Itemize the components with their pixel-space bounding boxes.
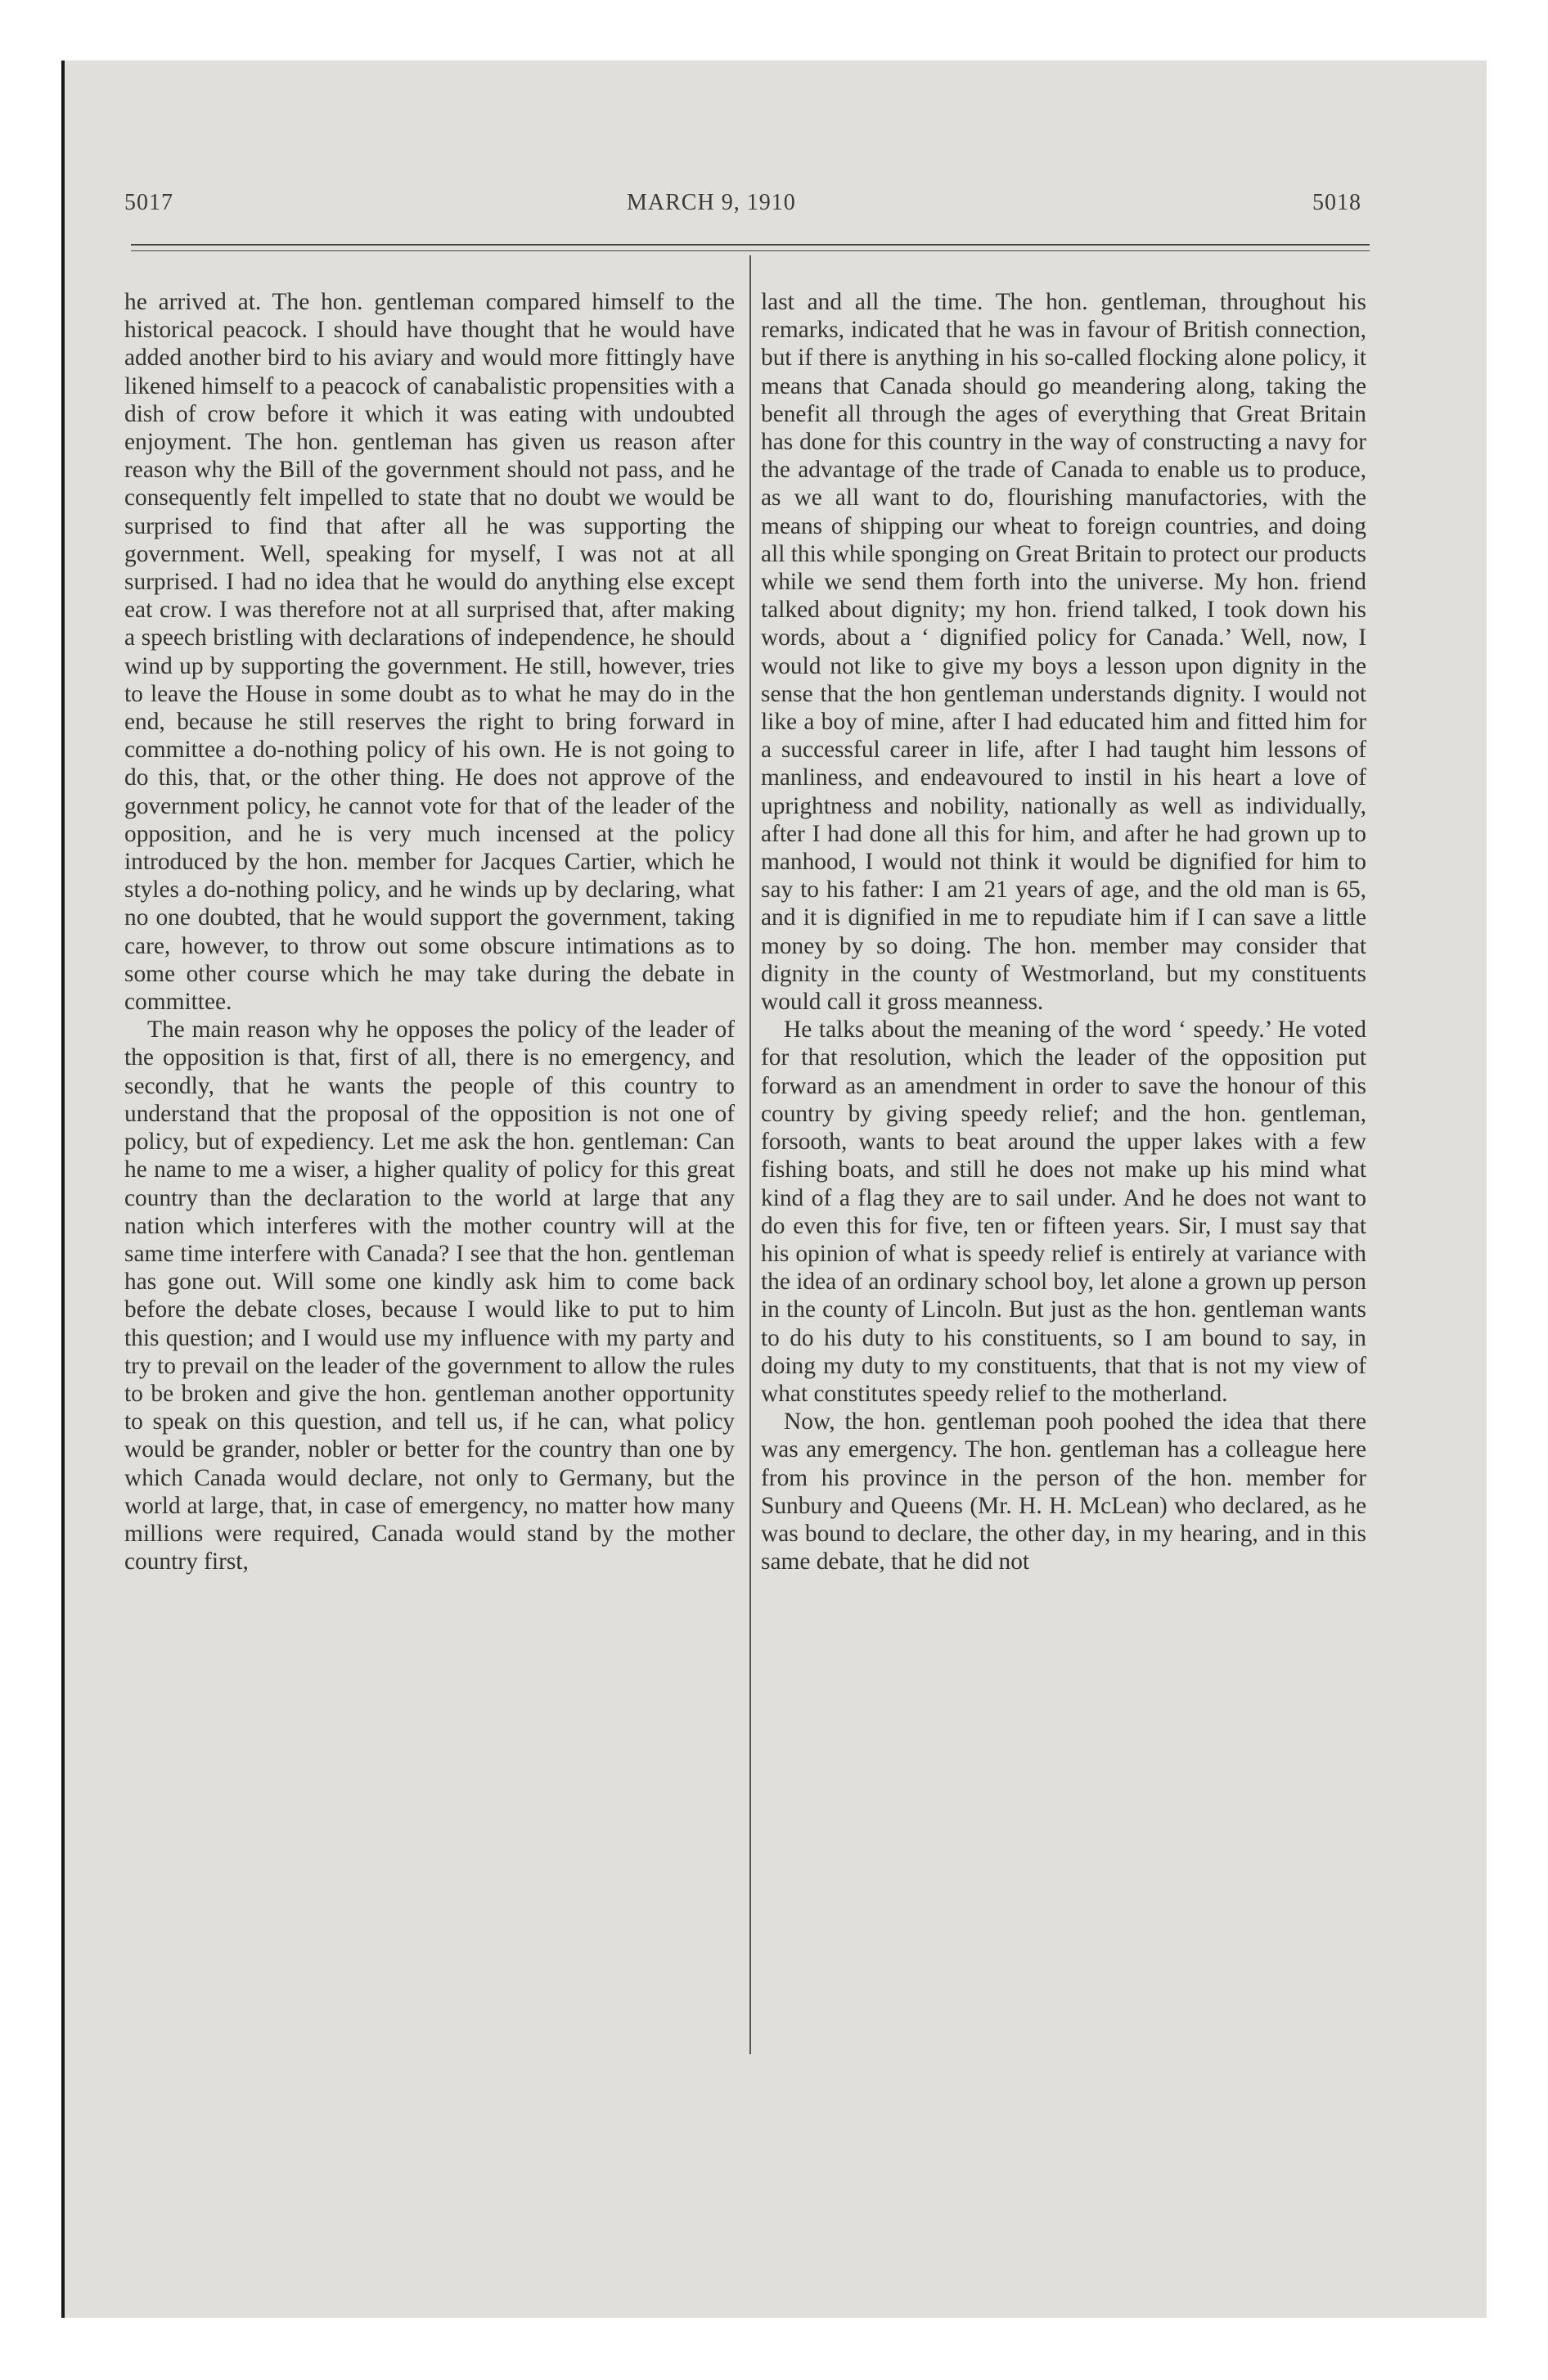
paragraph: The main reason why he opposes the policy of the leader of the opposition is that, first of all, there is no emergency, and secondly, that he wants the people of this country to understand that the proposal of the opposition is not one of policy, but of expediency. Let me ask the hon. gentleman: Can he name to me a wiser, a higher quality of policy for this great country than the declaration to the world at large that any nation which interferes with the mother country will at the same time interfere with Canada? I see that the hon. gentleman has gone out. Will some one kindly ask him to come back before the debate closes, because I would like to put to him this question; and I would use my influence with my party and try to prevail on the leader of the government to allow the rules to be broken and give the hon. gentleman another opportunity to speak on this question, and tell us, if he can, what policy would be grander, nobler or better for the country than one by which Canada would declare, not only to Germany, but the world at large, that, in case of emergency, no matter how many millions were required, Canada would stand by the mother country first, bbox=[124, 1016, 735, 1575]
header-rule bbox=[131, 244, 1370, 246]
paragraph: Now, the hon. gentleman pooh poohed the idea that there was any emergency. The hon. gentleman has a colleague here from his province in the person of the hon. member for Sunbury and Queens (Mr. H. H. McLean) who declared, as he was bound to declare, the other day, in my hearing, and in this same debate, that he did not bbox=[761, 1409, 1366, 1575]
binding-edge bbox=[61, 61, 65, 2318]
paragraph: last and all the time. The hon. gentleman, throughout his remarks, indicated that he was in favour of British connection, but if there is anything in his so-called flocking alone policy, it means that Canada should go meandering along, taking the benefit all through the ages of everything that Great Britain has done for this country in the way of constructing a navy for the advantage of the trade of Canada to enable us to produce, as we all want to do, flourishing manufactories, with the means of shipping our wheat to foreign countries, and doing all this while sponging on Great Britain to protect our products while we send them forth into the universe. My hon. friend talked about dignity; my hon. friend talked, I took down his words, about a ‘ dignified policy for Canada.’ Well, now, I would not like to give my boys a lesson upon dignity in the sense that the hon gentleman understands dignity. I would not like a boy of mine, after I had educated him and fitted him for a successful career in life, after I had taught him lessons of manliness, and endeavoured to instil in his heart a love of uprightness and nobility, nationally as well as individually, after I had done all this for him, and after he had grown up to manhood, I would not think it would be dignified for him to say to his father: I am 21 years of age, and the old man is 65, and it is dignified in me to repudiate him if I can save a little money by so doing. The hon. member may consider that dignity in the county of Westmorland, but my constituents would call it gross meanness. bbox=[761, 289, 1366, 1016]
page-date: MARCH 9, 1910 bbox=[627, 190, 796, 215]
paragraph: he arrived at. The hon. gentleman compared himself to the historical peacock. I should have thought that he would have added another bird to his aviary and would more fittingly have likened himself to a peacock of canabalistic propensities with a dish of crow before it which it was eating with undoubted enjoyment. The hon. gentleman has given us reason after reason why the Bill of the government should not pass, and he consequently felt impelled to state that no doubt we would be surprised to find that after all he was supporting the government. Well, speaking for myself, I was not at all surprised. I had no idea that he would do anything else except eat crow. I was therefore not at all surprised that, after making a speech bristling with declarations of independence, he should wind up by supporting the government. He still, however, tries to leave the House in some doubt as to what he may do in the end, because he still reserves the right to bring forward in committee a do-nothing policy of his own. He is not going to do this, that, or the other thing. He does not approve of the government policy, he cannot vote for that of the leader of the opposition, and he is very much incensed at the policy introduced by the hon. member for Jacques Cartier, which he styles a do-nothing policy, and he winds up by declaring, what no one doubted, that he would support the government, taking care, however, to throw out some obscure intimations as to some other course which he may take during the debate in committee. bbox=[124, 289, 735, 1016]
paragraph: He talks about the meaning of the word ‘ speedy.’ He voted for that resolution, which the leader of the opposition put forward as an amendment in order to save the honour of this country by giving speedy relief; and the hon. gentleman, forsooth, wants to beat around the upper lakes with a few fishing boats, and still he does not make up his mind what kind of a flag they are to sail under. And he does not want to do even this for five, ten or fifteen years. Sir, I must say that his opinion of what is speedy relief is entirely at variance with the idea of an ordinary school boy, let alone a grown up person in the county of Lincoln. But just as the hon. gentleman wants to do his duty to his constituents, so I am bound to say, in doing my duty to my constituents, that that is not my view of what constitutes speedy relief to the motherland. bbox=[761, 1016, 1366, 1407]
left-column bbox=[124, 288, 735, 1575]
right-column bbox=[761, 288, 1366, 1575]
right-page-number: 5018 bbox=[1312, 190, 1361, 215]
column-divider bbox=[749, 255, 751, 2054]
left-page-number: 5017 bbox=[124, 190, 173, 215]
header-rule-thin bbox=[131, 250, 1370, 251]
